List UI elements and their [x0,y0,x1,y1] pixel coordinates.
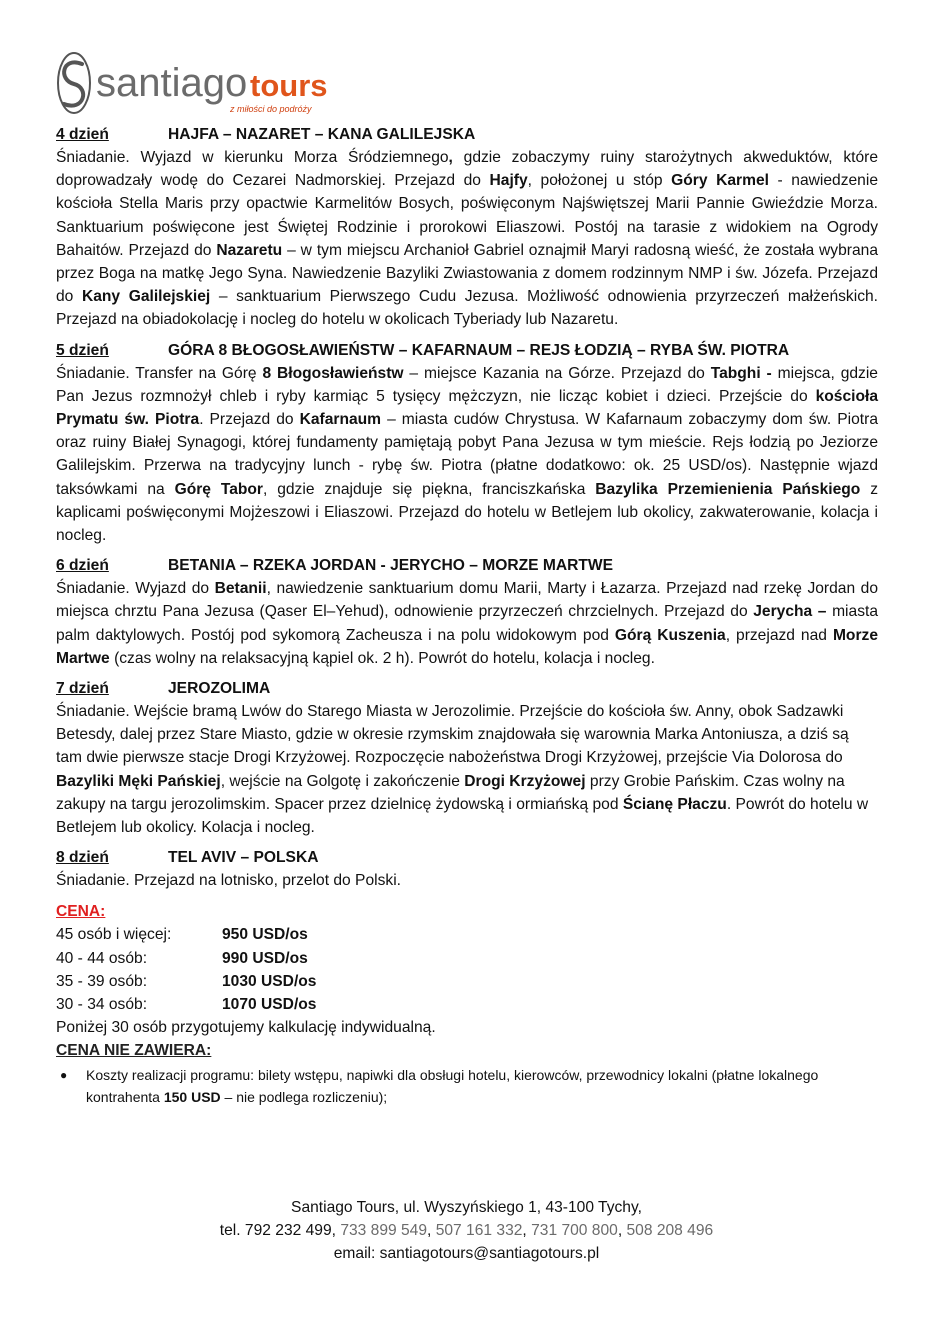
text-run: , położonej u stóp [527,172,672,190]
itinerary-content [56,124,878,1108]
bold-text: , [448,149,453,166]
bold-text: Betanii [214,580,267,598]
day-section [56,847,878,892]
day-number: 6 dzień [56,557,109,575]
bold-text: Bazylika Przemienienia Pańskiego [595,480,861,498]
day-number: 7 dzień [56,680,109,698]
day-heading [56,555,878,577]
price-value: 1030 USD/os [222,972,317,990]
price-value: 1070 USD/os [222,996,317,1014]
footer-phones [0,1219,933,1242]
day-heading [56,340,878,362]
text-run: (czas wolny na relaksacyjną kąpiel ok. 2 h). Powrót do hotelu, kolacja i nocleg. [109,649,655,667]
price-group-label: 40 - 44 osób: [56,949,148,967]
text-run: Śniadanie. Transfer na Górę [56,364,263,382]
bold-text: Ścianę Płaczu [622,795,727,813]
day-title: GÓRA 8 BŁOGOSŁAWIEŃSTW – KAFARNAUM – REJS ŁODZIĄ – RYBA ŚW. PIOTRA [168,341,790,359]
bold-text: Kafarnaum [299,411,382,429]
price-row [56,947,878,970]
separator: , [617,1222,627,1240]
bold-text: Drogi Krzyżowej [464,772,586,790]
price-table [56,923,878,1016]
day-description [56,700,878,839]
price-group-label: 30 - 34 osób: [56,996,148,1014]
bold-text: Góry Karmel [671,172,769,190]
day-title: JEROZOLIMA [168,680,271,698]
price-value: 950 USD/os [222,926,308,944]
price-value: 990 USD/os [222,949,308,967]
day-description [56,362,878,548]
text-run: , gdzie znajduje się piękna, franciszkańska [263,480,596,498]
text-run: gdzie zobaczymy ruiny starożytnych akweduktów, które doprowadzały wodę do Cezarei Nadmorskiej. Przejazd do [56,149,878,190]
logo-name-b: tours [250,68,328,103]
company-logo [54,50,344,120]
price-group-label: 35 - 39 osób: [56,972,148,990]
not-included-heading: CENA NIE ZAWIERA: [56,1041,212,1059]
bold-text: Tabghi - [710,364,772,382]
text-run: – miasta cudów Chrystusa. W Kafarnaum zobaczymy dom św. Piotra oraz ruiny Białej Synagogi, której fundamenty pamiętają pobyt Pana Jezusa w tym mieście. Rejs łodzią po Jeziorze Galilejskim. Przerwa na tradycyjny lunch - rybę św. Piotra (płatne dodatkowo: ok. 25 USD/os). Następnie wjazd taksówkami na [56,411,879,498]
price-note: Poniżej 30 osób przygotujemy kalkulację indywidualną. [56,1019,436,1037]
text-run: – miejsce Kazania na Górze. Przejazd do [403,364,711,382]
bold-text: 8 Błogosławieństw [262,364,404,382]
day-title: BETANIA – RZEKA JORDAN - JERYCHO – MORZE MARTWE [168,557,614,575]
text-run: . Powrót do hotelu w Betlejem lub okolicy. Kolacja i nocleg. [56,795,869,837]
price-row [56,993,878,1016]
bold-text: 150 USD [163,1088,221,1105]
list-item-text [86,1064,878,1108]
price-row [56,923,878,946]
not-included-list [56,1064,878,1108]
day-section [56,555,878,670]
day-section [56,340,878,548]
text-run: – sanktuarium Pierwszego Cudu Jezusa. Możliwość odnowienia przyrzeczeń małżeńskich. Przejazd na obiadokolację i nocleg do hotelu w okolicach Tyberiady lub Nazaretu. [56,288,879,329]
text-run: – w tym miejscu Archanioł Gabriel oznajmił Maryi radosną wieść, że została wybrana przez Boga na matkę Jego Syna. Nawiedzenie Bazyliki Zwiastowania z domem rodzinnym NMP i św. Józefa. Przejazd do [56,241,878,306]
bold-text: Morze Martwe [56,626,878,667]
text-run: miejsca, gdzie Pan Jezus rozmnożył chleb i ryby karmiąc 5 tysięcy mężczyzn, nie licząc kobiet i dzieci. Przejście do [56,364,878,405]
footer-tel-prefix: tel. 792 232 499, [219,1222,341,1240]
footer-email: email: santiagotours@santiagotours.pl [333,1245,600,1263]
logo-tagline: z miłości do podróży [230,104,312,114]
day-number: 4 dzień [56,126,109,143]
text-run: Śniadanie. Wyjazd w kierunku Morza Śródziemnego [56,149,449,166]
bold-text: Kany Galilejskiej [81,288,211,306]
day-description [56,577,878,670]
day-heading [56,847,878,869]
text-run: . Przejazd do [199,411,300,429]
text-run: z kaplicami poświęconymi Mojżeszowi i Eliaszowi. Przejazd do hotelu w Betlejem lub okolicy, zakwaterowanie, kolacja i nocleg. [56,480,878,545]
footer-phone: 731 700 800 [531,1222,618,1240]
bold-text: Nazaretu [216,241,283,259]
separator: , [522,1222,532,1240]
footer-phone: 508 208 496 [626,1222,714,1240]
day-description [56,146,878,332]
day-heading [56,678,878,700]
footer-phone: 507 161 332 [435,1222,523,1240]
text-run: - nawiedzenie kościoła Stella Maris przy opactwie Karmelitów Bosych, poświęconym Najświętszej Marii Pannie Gwieździe Morza. Sanktuarium poświęcone jest Świętej Rodzinie i prorokowi Eliaszowi. Postój na tarasie z widokiem na Ogrody Bahaitów. Przejazd do [56,172,878,259]
day-description [56,869,878,892]
bold-text: Hajfy [489,172,528,190]
footer [0,1196,933,1266]
bold-text: Jerycha – [753,603,827,621]
list-item [56,1064,878,1108]
day-title: TEL AVIV – POLSKA [168,849,319,867]
bold-text: kościoła Prymatu św. Piotra [56,387,878,429]
text-run: przy Grobie Pańskim. Czas wolny na zakupy na targu jerozolimskim. Spacer przez dzielnicę żydowską i ormiańską pod [56,772,845,813]
day-number: 5 dzień [56,341,109,359]
logo-name-a: santiago [96,61,248,105]
bold-text: Górę Tabor [174,480,263,498]
day-title: HAJFA – NAZARET – KANA GALILEJSKA [168,126,476,143]
text-run: , nawiedzenie sanktuarium domu Marii, Marty i Łazarza. Przejazd nad rzekę Jordan do miejsca chrztu Pana Jezusa (Qaser El–Yehud), odnowienie przyrzeczeń chrzcielnych. Przejazd do [56,580,878,621]
text-run: miasta palm daktylowych. Postój pod sykomorą Zacheusza i na polu widokowym pod [56,603,878,644]
day-number: 8 dzień [56,849,109,867]
price-row [56,970,878,993]
bold-text: Bazyliki Męki Pańskiej [56,772,221,790]
day-heading [56,124,878,146]
footer-address: Santiago Tours, ul. Wyszyńskiego 1, 43-100 Tychy, [291,1199,642,1216]
days-list [56,124,878,892]
day-section [56,678,878,839]
text-run: Koszty realizacji programu: bilety wstępu, napiwki dla obsługi hotelu, kierowców, przewodnicy lokalni (płatne lokalnego kontrahenta [86,1066,819,1105]
text-run: – nie podlega rozliczeniu); [220,1088,388,1105]
footer-extra-phones [340,1222,713,1239]
price-heading: CENA: [56,903,106,921]
text-run: Śniadanie. Wejście bramą Lwów do Starego Miasta w Jerozolimie. Przejście do kościoła św. Anny, obok Sadzawki Betesdy, dalej przez Stare Miasto, gdzie w okresie rzymskim znajdowała się warownia Marka Antoniusza, a dziś są tam dwie pierwsze stacje Drogi Krzyżowej. Rozpoczęcie nabożeństwa Drogi Krzyżowej, przejście Via Dolorosa do [56,703,849,767]
bullet-icon: ● [60,1067,68,1082]
day-section [56,124,878,332]
bold-text: Górą Kuszenia [614,626,726,644]
text-run: , przejazd nad [725,626,833,644]
footer-phone: 733 899 549 [340,1222,428,1240]
text-run: Śniadanie. Wyjazd do [56,580,215,598]
text-run: Śniadanie. Przejazd na lotnisko, przelot do Polski. [56,872,401,890]
price-group-label: 45 osób i więcej: [56,926,172,944]
separator: , [427,1222,436,1240]
text-run: , wejście na Golgotę i zakończenie [220,772,465,790]
